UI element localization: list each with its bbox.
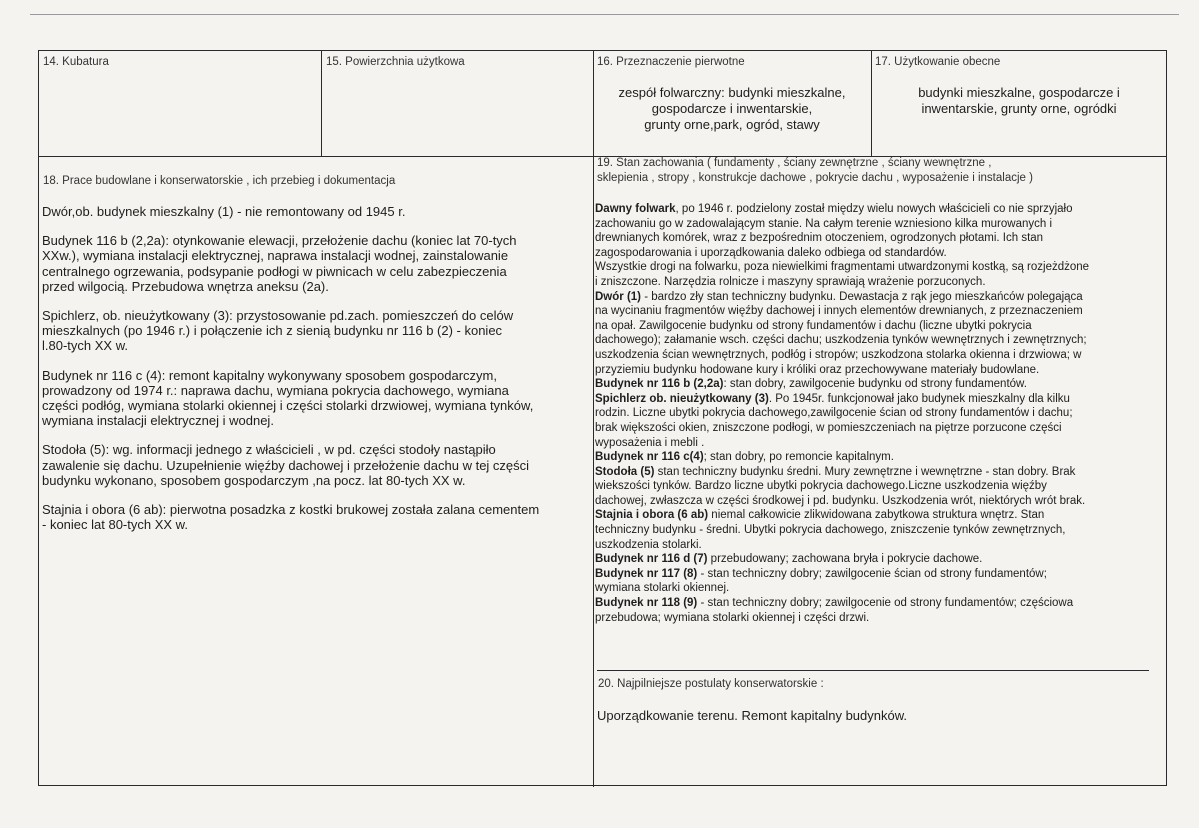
prace-line: Spichlerz, ob. nieużytkowany (3): przystosowanie pd.zach. pomieszczeń do celów xyxy=(42,308,514,324)
prace-line: Stajnia i obora (6 ab): pierwotna posadzka z kostki brukowej została zalana cementem xyxy=(42,502,540,518)
prace-paragraph xyxy=(42,368,592,429)
uzytkowanie-line: budynki mieszkalne, gospodarcze i xyxy=(918,85,1120,100)
divider xyxy=(871,51,872,156)
prace-line: Budynek nr 116 c (4): remont kapitalny wykonywany sposobem gospodarczym, xyxy=(42,367,497,383)
stan-line xyxy=(595,523,1166,538)
stan-line xyxy=(595,552,1166,567)
divider xyxy=(321,51,322,156)
stan-line xyxy=(595,202,1166,217)
divider xyxy=(593,51,594,787)
stan-heading: Budynek nr 116 c(4) xyxy=(595,451,704,464)
stan-text: przebudowany; zachowana bryła i pokrycie dachowe. xyxy=(707,553,983,566)
przeznaczenie-value xyxy=(597,85,867,133)
prace-paragraph xyxy=(42,502,592,532)
przeznaczenie-label: 16. Przeznaczenie pierwotne xyxy=(597,56,745,68)
prace-paragraph xyxy=(42,442,592,488)
stan-text: na wycinaniu fragmentów więźby dachowej i innych elementów drewnianych, z przeznaczeniem xyxy=(595,305,1083,318)
stan-text: wiekszości tynków. Bardzo liczne ubytki pokrycia dachowego.Liczne uszkodzenia więźby xyxy=(595,480,1047,493)
stan-label-line: sklepienia , stropy , konstrukcje dachowe , pokrycie dachu , wyposażenie i instalacje ) xyxy=(597,172,1033,184)
uzytkowanie-value xyxy=(875,85,1163,117)
stan-line xyxy=(595,436,1166,451)
przeznaczenie-line: gospodarcze i inwentarskie, xyxy=(651,101,813,116)
stan-line xyxy=(595,450,1166,465)
postulaty-label: 20. Najpilniejsze postulaty konserwatorskie : xyxy=(598,678,824,690)
przeznaczenie-line: grunty orne,park, ogród, stawy xyxy=(644,117,820,132)
prace-line: części podłóg, wymiana stolarki okiennej i części stolarki drzwiowej, wymiana tynków, xyxy=(42,398,534,414)
stan-text: techniczny budynku - średni. Ubytki pokrycia dachowego, zniszczenie tynków zewnętrznych, xyxy=(595,524,1066,537)
stan-line xyxy=(595,567,1166,582)
stan-line xyxy=(595,377,1166,392)
stan-line xyxy=(595,596,1166,611)
stan-line xyxy=(595,494,1166,509)
stan-text: . Po 1945r. funkcjonował jako budynek mieszkalny dla kilku xyxy=(768,392,1070,405)
stan-text: ; stan dobry, po remoncie kapitalnym. xyxy=(703,451,894,464)
stan-heading: Budynek nr 116 b (2,2a) xyxy=(595,378,724,391)
stan-text: przyziemiu budynku hodowane kury i króliki oraz przechowywane materiały budowlane. xyxy=(595,363,1040,376)
prace-line: Dwór,ob. budynek mieszkalny (1) - nie remontowany od 1945 r. xyxy=(42,204,406,219)
prace-line: Stodoła (5): wg. informacji jednego z właścicieli , w pd. części stodoły nastąpiło xyxy=(42,442,496,458)
stan-heading: Stodoła (5) xyxy=(595,465,655,478)
stan-heading: Budynek nr 117 (8) xyxy=(595,567,698,580)
stan-text: zachowaniu go w zadowalającym stanie. Na całym terenie wzniesiono kilka murowanych i xyxy=(595,217,1053,230)
stan-text: na opał. Zawilgocenie budynku od strony fundamentów i dachu (liczne ubytki pokrycia xyxy=(595,319,1032,332)
powierzchnia-label: 15. Powierzchnia użytkowa xyxy=(326,56,465,68)
stan-label xyxy=(597,156,1162,186)
stan-line xyxy=(595,260,1166,275)
stan-text: Wszystkie drogi na folwarku, poza niewielkimi fragmentami utwardzonymi kostką, są rozjeżdżone xyxy=(595,261,1090,274)
stan-heading: Budynek nr 118 (9) xyxy=(595,597,698,610)
stan-text: : stan dobry, zawilgocenie budynku od strony fundamentów. xyxy=(723,378,1027,391)
stan-line xyxy=(595,304,1166,319)
stan-line xyxy=(595,392,1166,407)
uzytkowanie-line: inwentarskie, grunty orne, ogródki xyxy=(921,101,1117,116)
stan-text: stan techniczny budynku średni. Mury zewnętrzne i wewnętrzne - stan dobry. Brak xyxy=(654,465,1076,478)
stan-line xyxy=(595,217,1166,232)
prace-line: prowadzony od 1974 r.: naprawa dachu, wymiana pokrycia dachowego, wymiana xyxy=(42,382,509,398)
stan-line xyxy=(595,538,1166,553)
prace-line: - koniec lat 80-tych XX w. xyxy=(42,517,188,533)
stan-text: , po 1946 r. podzielony został między wielu nowych właścicieli co nie sprzyjało xyxy=(675,203,1073,215)
stan-text: i zniszczone. Narzędzia rolnicze i maszyny sprawiają wrażenie porzuconych. xyxy=(595,275,986,288)
divider xyxy=(597,670,1149,671)
stan-text: drewnianych komórek, wraz z bezpośrednim otoczeniem, ogrodzonych płotami. Ich stan xyxy=(595,232,1044,245)
prace-paragraph xyxy=(42,204,592,219)
stan-text: uszkodzenia ścian wewnętrznych, podłóg i stropów; uszkodzona stolarka okienna i drzwiowa; w xyxy=(595,348,1082,361)
stan-heading: Dwór (1) xyxy=(595,290,641,303)
stan-text: dachowej, zwłaszcza w części środkowej i pd. budynku. Uszkodzenia wrót, niektórych wrót brak. xyxy=(595,494,1086,507)
prace-line: zawalenie się dachu. Uzupełnienie więźby dachowej i przełożenie dachu w tej części xyxy=(42,457,530,473)
stan-line xyxy=(595,246,1166,261)
prace-line: XXw.), wymiana instalacji elektrycznej, naprawa instalacji wodnej, zainstalowanie xyxy=(42,248,509,264)
stan-line xyxy=(595,363,1166,378)
prace-paragraph xyxy=(42,308,592,354)
stan-line xyxy=(595,406,1166,421)
stan-heading: Dawny folwark xyxy=(595,203,676,215)
stan-text: wymiana stolarki okiennej. xyxy=(595,582,730,595)
stan-line xyxy=(595,508,1166,523)
stan-text: dachowego); załamanie wsch. części dachu; uszkodzenia tynków wewnętrznych i zewnętrznych; xyxy=(595,334,1087,347)
stan-content xyxy=(595,202,1166,642)
stan-heading: Stajnia i obora (6 ab) xyxy=(595,509,709,522)
stan-text: - stan techniczny dobry; zawilgocenie ścian od strony fundamentów; xyxy=(697,567,1047,580)
stan-line xyxy=(595,465,1166,480)
prace-line: wymiana instalacji elektrycznej i wodnej. xyxy=(42,413,274,429)
stan-heading: Budynek nr 116 d (7) xyxy=(595,553,708,566)
stan-text: zagospodarowania i uporządkowania daleko odbiega od standardów. xyxy=(595,246,947,259)
prace-line: centralnego ogrzewania, podsypanie podłogi w piwnicach w celu zabezpieczenia xyxy=(42,263,507,279)
top-scan-line xyxy=(30,14,1179,15)
stan-line xyxy=(595,479,1166,494)
stan-heading: Spichlerz ob. nieużytkowany (3) xyxy=(595,392,769,405)
prace-line: budynku wykonano, sposobem gospodarczym ,na pocz. lat 80-tych XX w. xyxy=(42,472,466,488)
stan-label-line: 19. Stan zachowania ( fundamenty , ściany zewnętrzne , ściany wewnętrzne , xyxy=(597,157,992,169)
stan-text: - stan techniczny dobry; zawilgocenie od strony fundamentów; częściowa xyxy=(697,597,1074,610)
stan-text: rodzin. Liczne ubytki pokrycia dachowego,zawilgocenie ścian od strony fundamentów i dachu; xyxy=(595,407,1073,420)
prace-line: l.80-tych XX w. xyxy=(42,338,128,354)
prace-line: przed wilgocią. Przebudowa wnętrza aneksu (2a). xyxy=(42,278,329,294)
stan-text: - bardzo zły stan techniczny budynku. Dewastacja z rąk jego mieszkańców polegająca xyxy=(641,290,1083,303)
kubatura-label: 14. Kubatura xyxy=(43,56,109,68)
prace-line: mieszkalnych (po 1946 r.) i połączenie ich z sienią budynku nr 116 b (2) - koniec xyxy=(42,323,503,339)
stan-line xyxy=(595,581,1166,596)
stan-text: niemal całkowicie zlikwidowana zabytkowa struktura wnętrz. Stan xyxy=(708,509,1045,522)
stan-line xyxy=(595,611,1166,626)
postulaty-text: Uporządkowanie terenu. Remont kapitalny budynków. xyxy=(597,708,908,723)
stan-text: uszkodzenia stolarki. xyxy=(595,538,702,551)
stan-line xyxy=(595,275,1166,290)
stan-line xyxy=(595,290,1166,305)
stan-line xyxy=(595,319,1166,334)
prace-label: 18. Prace budowlane i konserwatorskie , ich przebieg i dokumentacja xyxy=(43,175,396,187)
prace-paragraph xyxy=(42,233,592,294)
stan-text: brak większości okien, zniszczone podłogi, w pomieszczeniach na piętrze porzucone części xyxy=(595,421,1062,434)
uzytkowanie-label: 17. Użytkowanie obecne xyxy=(875,56,1001,68)
form-table xyxy=(38,50,1167,786)
stan-text: wyposażenia i mebli . xyxy=(595,436,705,449)
stan-line xyxy=(595,231,1166,246)
prace-line: Budynek 116 b (2,2a): otynkowanie elewacji, przełożenie dachu (koniec lat 70-tych xyxy=(42,233,517,249)
prace-content xyxy=(42,204,592,664)
stan-line xyxy=(595,333,1166,348)
przeznaczenie-line: zespół folwarczny: budynki mieszkalne, xyxy=(618,85,846,100)
stan-line xyxy=(595,348,1166,363)
stan-text: przebudowa; wymiana stolarki okiennej i części drzwi. xyxy=(595,611,870,624)
stan-line xyxy=(595,421,1166,436)
